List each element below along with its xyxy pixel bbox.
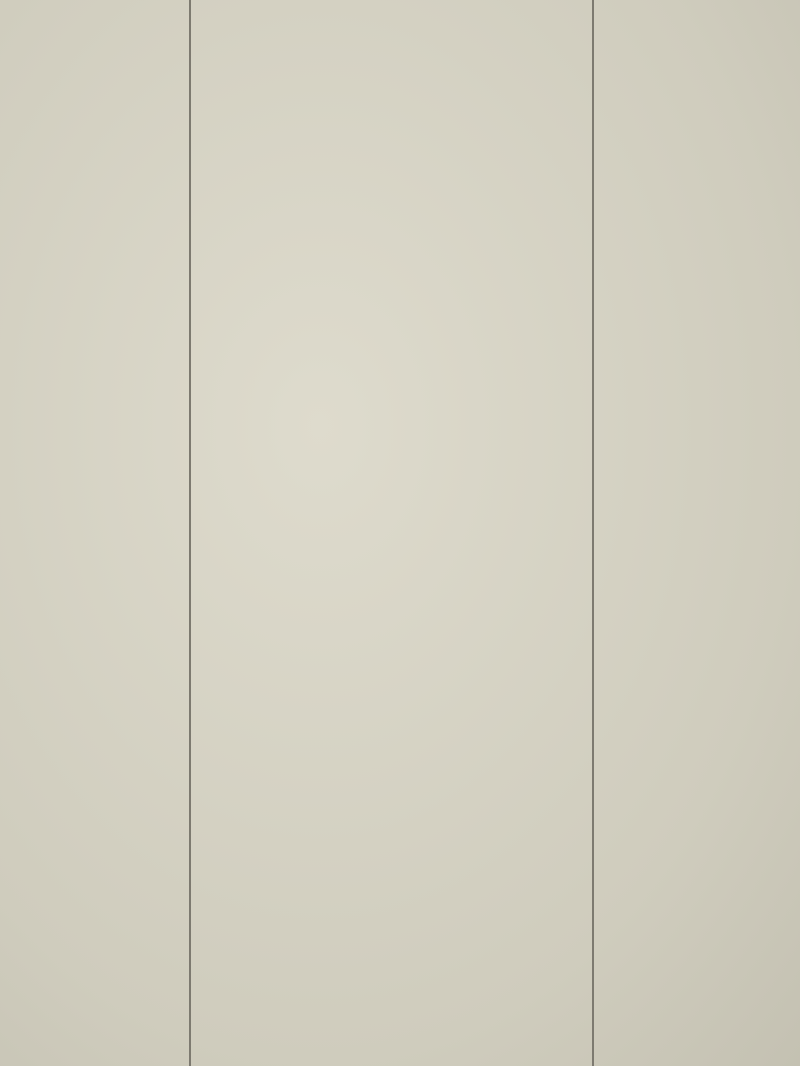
- column-rule-left: [189, 0, 191, 1066]
- column-rule-right: [592, 0, 594, 1066]
